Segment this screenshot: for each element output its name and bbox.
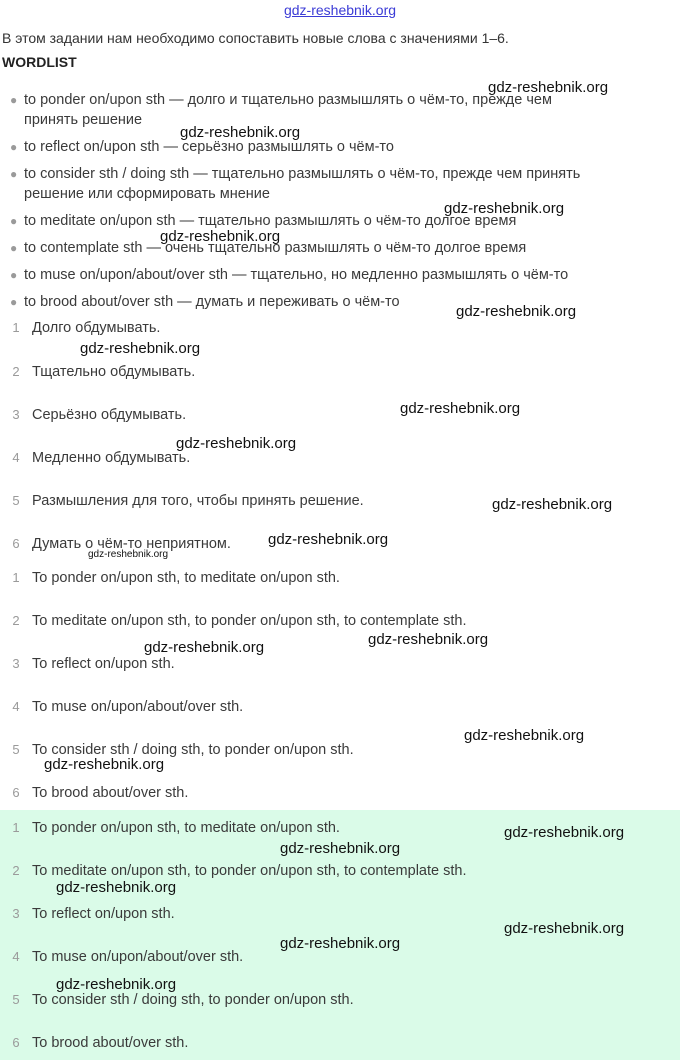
answer-item: [0, 568, 680, 588]
item-number: 3: [12, 906, 20, 921]
meaning-item: [0, 405, 680, 425]
answer-item: [0, 654, 680, 674]
item-number: 5: [12, 742, 20, 757]
answer-text: To reflect on/upon sth.: [32, 906, 175, 922]
meaning-text: Серьёзно обдумывать.: [32, 407, 187, 423]
item-number: 1: [12, 320, 20, 335]
wordlist-line: решение или сформировать мнение: [24, 186, 270, 202]
watermark: gdz-reshebnik.org: [268, 531, 389, 548]
bullet-icon: ●: [10, 268, 18, 282]
wordlist-line: to meditate on/upon sth — тщательно размышлять о чём-то долгое время: [24, 213, 517, 229]
watermark: gdz-reshebnik.org: [400, 400, 521, 417]
item-number: 1: [12, 820, 20, 835]
answer-text: To consider sth / doing sth, to ponder on/upon sth.: [32, 742, 354, 758]
answer-text: To ponder on/upon sth, to meditate on/upon sth.: [32, 570, 340, 586]
watermark: gdz-reshebnik.org: [56, 976, 177, 993]
item-number: 4: [12, 450, 20, 465]
answer-text: To muse on/upon/about/over sth.: [32, 949, 244, 965]
wordlist-item: [10, 137, 670, 157]
answer-item-highlighted: [0, 1033, 680, 1053]
answer-item-highlighted: [0, 861, 680, 881]
watermark: gdz-reshebnik.org: [444, 200, 565, 217]
watermark: gdz-reshebnik.org: [456, 303, 577, 320]
wordlist-line: to reflect on/upon sth — серьёзно размышлять о чём-то: [24, 139, 394, 155]
answer-text: To brood about/over sth.: [32, 785, 189, 801]
meaning-text: Размышления для того, чтобы принять решение.: [32, 493, 364, 509]
answer-text: To consider sth / doing sth, to ponder on/upon sth.: [32, 992, 354, 1008]
wordlist-line: to brood about/over sth — думать и переживать о чём-то: [24, 294, 400, 310]
item-number: 3: [12, 407, 20, 422]
watermark: gdz-reshebnik.org: [504, 920, 625, 937]
answer-item: [0, 783, 680, 803]
watermark: gdz-reshebnik.org: [504, 824, 625, 841]
wordlist-item: [10, 238, 670, 258]
meaning-text: Думать о чём-то неприятном.: [32, 536, 231, 552]
item-number: 1: [12, 570, 20, 585]
meaning-text: Тщательно обдумывать.: [32, 364, 196, 380]
watermark: gdz-reshebnik.org: [144, 639, 265, 656]
watermark: gdz-reshebnik.org: [280, 935, 401, 952]
item-number: 4: [12, 699, 20, 714]
item-number: 5: [12, 992, 20, 1007]
item-number: 6: [12, 1035, 20, 1050]
item-number: 2: [12, 364, 20, 379]
watermark: gdz-reshebnik.org: [88, 549, 169, 560]
item-number: 5: [12, 493, 20, 508]
watermark: gdz-reshebnik.org: [368, 631, 489, 648]
bullet-icon: ●: [10, 167, 18, 181]
answer-item: [0, 697, 680, 717]
wordlist-item: [10, 265, 670, 285]
answer-text: To meditate on/upon sth, to ponder on/upon sth, to contemplate sth.: [32, 613, 467, 629]
bullet-icon: ●: [10, 295, 18, 309]
meaning-text: Медленно обдумывать.: [32, 450, 191, 466]
item-number: 4: [12, 949, 20, 964]
wordlist-item: [10, 164, 670, 204]
watermark: gdz-reshebnik.org: [280, 840, 401, 857]
bullet-icon: ●: [10, 241, 18, 255]
meaning-text: Долго обдумывать.: [32, 320, 161, 336]
answer-text: To ponder on/upon sth, to meditate on/upon sth.: [32, 820, 340, 836]
wordlist-line: to muse on/upon/about/over sth — тщательно, но медленно размышлять о чём-то: [24, 267, 569, 283]
answer-text: To muse on/upon/about/over sth.: [32, 699, 244, 715]
item-number: 6: [12, 536, 20, 551]
item-number: 2: [12, 613, 20, 628]
wordlist-item: [10, 90, 670, 130]
answer-item: [0, 611, 680, 631]
wordlist-line: to consider sth / doing sth — тщательно размышлять о чём-то, прежде чем принять: [24, 166, 581, 182]
item-number: 2: [12, 863, 20, 878]
watermark: gdz-reshebnik.org: [176, 435, 297, 452]
watermark: gdz-reshebnik.org: [80, 340, 201, 357]
item-number: 6: [12, 785, 20, 800]
wordlist-line: to contemplate sth — очень тщательно размышлять о чём-то долгое время: [24, 240, 527, 256]
watermark: gdz-reshebnik.org: [56, 879, 177, 896]
wordlist-line: принять решение: [24, 112, 143, 128]
watermark: gdz-reshebnik.org: [464, 727, 585, 744]
watermark: gdz-reshebnik.org: [44, 756, 165, 773]
bullet-icon: ●: [10, 214, 18, 228]
answer-text: To meditate on/upon sth, to ponder on/upon sth, to contemplate sth.: [32, 863, 467, 879]
wordlist-title: WORDLIST: [2, 54, 77, 70]
item-number: 3: [12, 656, 20, 671]
watermark: gdz-reshebnik.org: [180, 124, 301, 141]
answer-text: To reflect on/upon sth.: [32, 656, 175, 672]
meaning-item: [0, 448, 680, 468]
meaning-item: [0, 362, 680, 382]
bullet-icon: ●: [10, 93, 18, 107]
watermark: gdz-reshebnik.org: [488, 79, 609, 96]
watermark: gdz-reshebnik.org: [492, 496, 613, 513]
bullet-icon: ●: [10, 140, 18, 154]
answer-text: To brood about/over sth.: [32, 1035, 189, 1051]
wordlist-item: [10, 211, 670, 231]
watermark: gdz-reshebnik.org: [160, 228, 281, 245]
answer-item-highlighted: [0, 990, 680, 1010]
wordlist-line: to ponder on/upon sth — долго и тщательно размышлять о чём-то, прежде чем: [24, 92, 552, 108]
meaning-item: [0, 318, 680, 338]
intro-text: В этом задании нам необходимо сопоставить новые слова с значениями 1–6.: [2, 30, 509, 46]
site-header-link[interactable]: gdz-reshebnik.org: [283, 2, 397, 18]
